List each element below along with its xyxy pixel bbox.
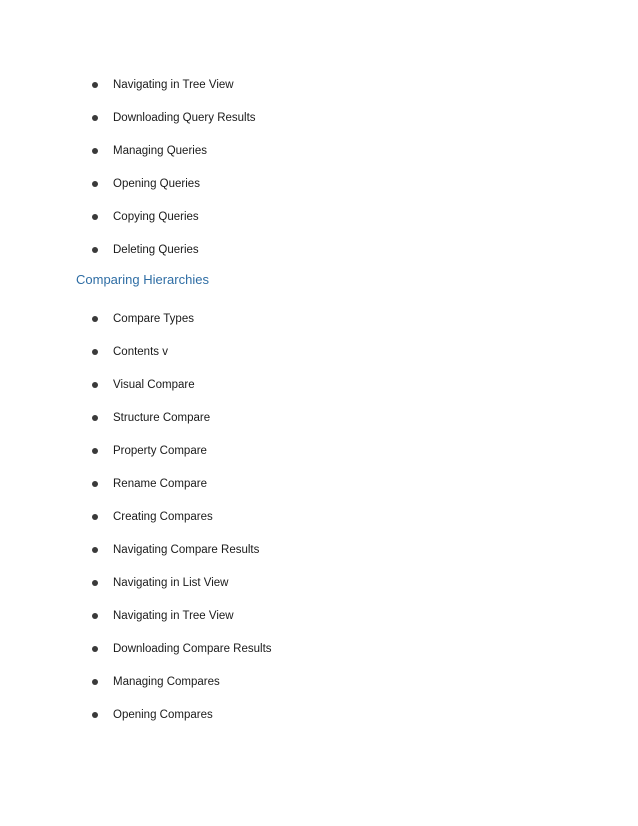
bullet-icon xyxy=(92,82,98,88)
list-item-label: Structure Compare xyxy=(113,412,211,424)
bullet-icon xyxy=(92,547,98,553)
bullet-icon xyxy=(92,580,98,586)
list-item-label: Managing Queries xyxy=(113,145,207,157)
bullet-icon xyxy=(92,316,98,322)
bullet-icon xyxy=(92,481,98,487)
list-item-label: Managing Compares xyxy=(113,676,220,688)
list-item-label: Rename Compare xyxy=(113,478,207,490)
list-item-label: Opening Queries xyxy=(113,178,200,190)
bullet-icon xyxy=(92,613,98,619)
bullet-icon xyxy=(92,247,98,253)
list-item-label: Visual Compare xyxy=(113,379,195,391)
list-item-label: Navigating in List View xyxy=(113,577,229,589)
list-item-label: Compare Types xyxy=(113,313,194,325)
bullet-icon xyxy=(92,382,98,388)
bullet-icon xyxy=(92,415,98,421)
list-item-label: Downloading Query Results xyxy=(113,112,256,124)
list-item-label: Downloading Compare Results xyxy=(113,643,272,655)
bullet-icon xyxy=(92,148,98,154)
bullet-icon xyxy=(92,679,98,685)
bullet-icon xyxy=(92,712,98,718)
bullet-icon xyxy=(92,448,98,454)
bullet-icon xyxy=(92,514,98,520)
list-item-label: Navigating Compare Results xyxy=(113,544,260,556)
list-item-label: Deleting Queries xyxy=(113,244,199,256)
list-item-label: Contents v xyxy=(113,346,168,358)
list-item-label: Property Compare xyxy=(113,445,207,457)
bullet-icon xyxy=(92,214,98,220)
list-item-label: Creating Compares xyxy=(113,511,213,523)
bullet-icon xyxy=(92,115,98,121)
list-item-label: Navigating in Tree View xyxy=(113,79,234,91)
list-item-label: Copying Queries xyxy=(113,211,199,223)
bullet-icon xyxy=(92,646,98,652)
bullet-icon xyxy=(92,181,98,187)
list-item-label: Navigating in Tree View xyxy=(113,610,234,622)
section-heading: Comparing Hierarchies xyxy=(76,272,209,287)
list-item-label: Opening Compares xyxy=(113,709,213,721)
bullet-icon xyxy=(92,349,98,355)
